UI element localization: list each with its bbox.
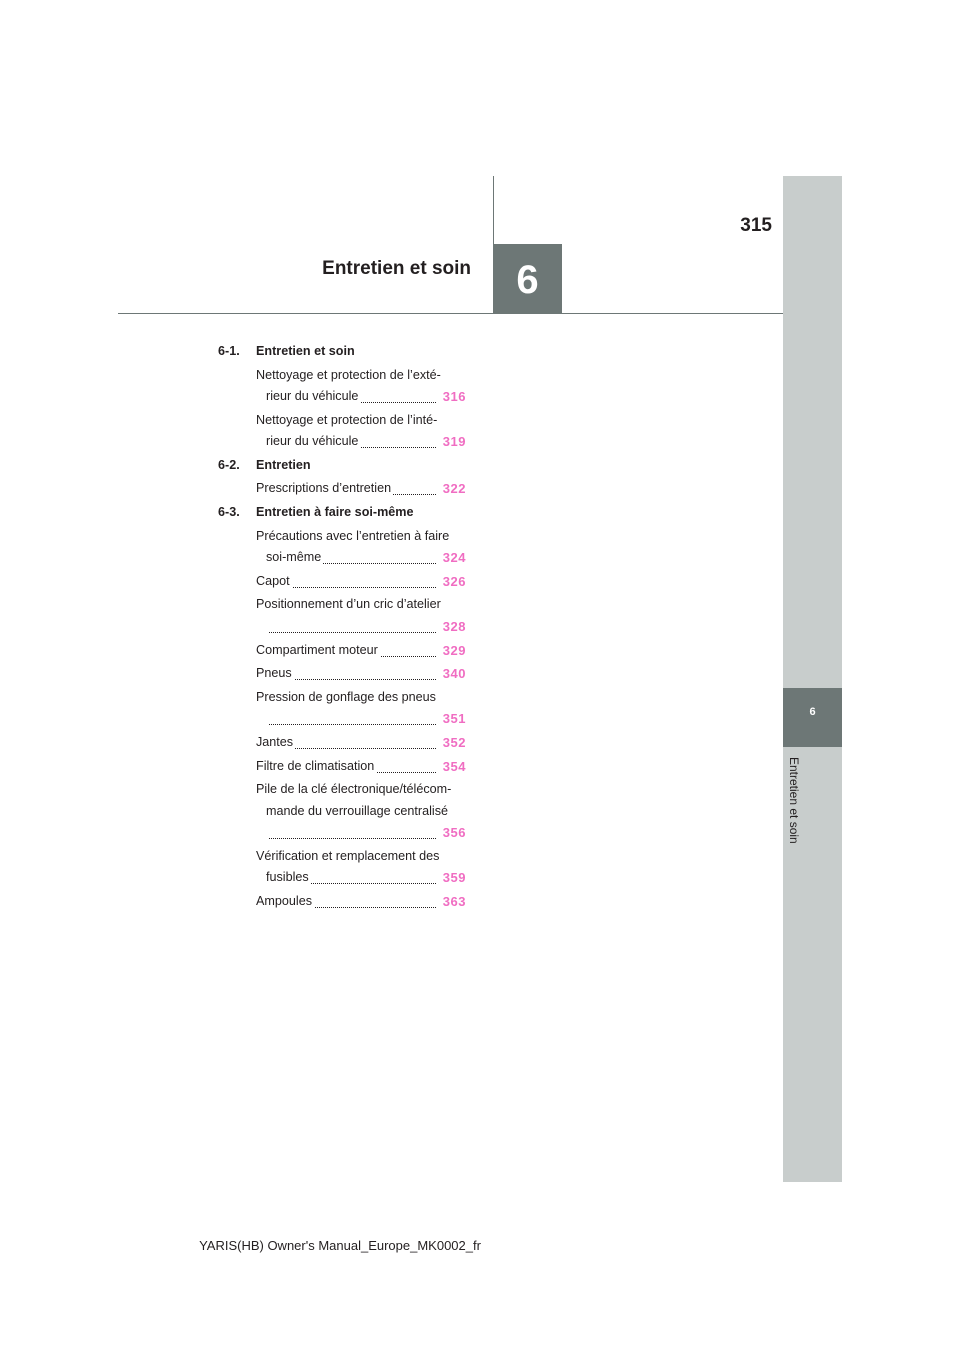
chapter-title: Entretien et soin [322,258,471,279]
toc-entry-line [256,894,466,912]
toc-entry[interactable] [256,643,466,665]
toc-entry-label [266,619,268,633]
toc-entry[interactable] [256,529,466,572]
toc-entry-label: Filtre de climatisation [256,758,375,773]
toc-entry-label: rieur du véhicule [266,434,359,449]
toc-page-link[interactable]: 328 [436,619,466,634]
toc-entry-label: Nettoyage et protection de l’inté- [256,412,438,427]
toc-section-title: Entretien [256,457,311,472]
header-horizontal-rule [118,313,783,314]
toc-entry-label: Précautions avec l’entretien à faire [256,528,450,543]
toc-page-link[interactable]: 359 [436,870,466,885]
toc-entry[interactable] [256,759,466,781]
toc-section-62 [218,458,311,472]
toc-page-link[interactable]: 351 [436,711,466,726]
toc-entry[interactable] [256,849,466,892]
toc-entry-line [256,759,466,777]
toc-entry[interactable] [256,574,466,596]
chapter-number-box: 6 [493,244,562,313]
toc-page-link[interactable]: 316 [436,389,466,404]
toc-entry-line [256,849,466,867]
toc-entry[interactable] [256,666,466,688]
toc-entry[interactable] [256,597,466,640]
toc-page-link[interactable]: 326 [436,574,466,589]
toc-page-link[interactable]: 322 [436,481,466,496]
toc-entry-line [256,597,466,615]
toc-entry[interactable] [256,368,466,411]
toc-entry-line [266,711,466,729]
toc-entry-line [256,666,466,684]
toc-entry-label: Ampoules [256,894,313,909]
toc-dot-leader [266,632,436,633]
page-number: 315 [740,215,772,236]
toc-section-63 [218,505,413,519]
toc-entry-line [266,825,466,843]
toc-page-link[interactable]: 363 [436,894,466,909]
header-vertical-rule [493,176,494,246]
toc-page-link[interactable]: 352 [436,735,466,750]
toc-entry-line [256,735,466,753]
toc-entry-label: Capot [256,573,290,588]
toc-entry-line [266,550,466,568]
toc-page-link[interactable]: 324 [436,550,466,565]
toc-section-title: Entretien et soin [256,344,355,358]
toc-entry-line [256,690,466,708]
toc-entry[interactable] [256,481,466,503]
side-tab-label: Entretien et soin [787,757,801,844]
toc-entry-line [256,413,466,431]
toc-entry-line [256,574,466,592]
toc-entry-label: Vérification et remplacement des [256,848,440,863]
toc-entry[interactable] [256,413,466,456]
toc-entry-line [266,804,466,822]
side-tab-label-box [785,757,803,877]
toc-entry-label: Pneus [256,666,292,681]
toc-entry-label: soi-même [266,550,322,565]
toc-entry[interactable] [256,690,466,733]
toc-entry-line [256,643,466,661]
toc-entry-line [266,389,466,407]
toc-page-link[interactable]: 356 [436,825,466,840]
toc-entry-label [266,711,268,725]
toc-section-number: 6-2. [218,457,240,472]
toc-entry[interactable] [256,782,466,847]
toc-dot-leader [266,838,436,839]
toc-entry-line [256,481,466,499]
toc-entry-label: fusibles [266,870,309,885]
toc-entry-label: Positionnement d’un cric d’atelier [256,597,441,612]
toc-entry-label: Jantes [256,734,294,749]
toc-entry-label: Prescriptions d’entretien [256,481,392,496]
toc-entry-label: Pression de gonflage des pneus [256,689,436,704]
toc-entry-line [266,870,466,888]
toc-entry-label [266,825,268,839]
toc-entry-label: Pile de la clé électronique/télécom- [256,782,452,797]
side-tab [783,176,842,1182]
toc-entry-line [256,368,466,386]
footer-text: YARIS(HB) Owner's Manual_Europe_MK0002_fr [199,1238,481,1253]
side-tab-number: 6 [809,706,816,718]
toc-section-61 [218,344,355,358]
toc-page-link[interactable]: 319 [436,434,466,449]
toc-page-link[interactable]: 354 [436,759,466,774]
toc-entry-label: mande du verrouillage centralisé [266,803,449,818]
toc-entry-line [256,529,466,547]
toc-entry-label: Compartiment moteur [256,642,378,657]
toc-entry-line [266,434,466,452]
toc-page-link[interactable]: 329 [436,643,466,658]
toc-entry-line [266,619,466,637]
toc-section-title: Entretien à faire soi-même [256,505,414,519]
toc-entry-label: Nettoyage et protection de l’exté- [256,367,441,382]
toc-entry[interactable] [256,894,466,916]
toc-section-number: 6-1. [218,344,240,358]
toc-page-link[interactable]: 340 [436,666,466,681]
toc-entry-line [256,782,466,800]
toc-entry-label: rieur du véhicule [266,389,359,404]
toc-dot-leader [266,724,436,725]
toc-section-number: 6-3. [218,505,240,519]
toc-entry[interactable] [256,735,466,757]
